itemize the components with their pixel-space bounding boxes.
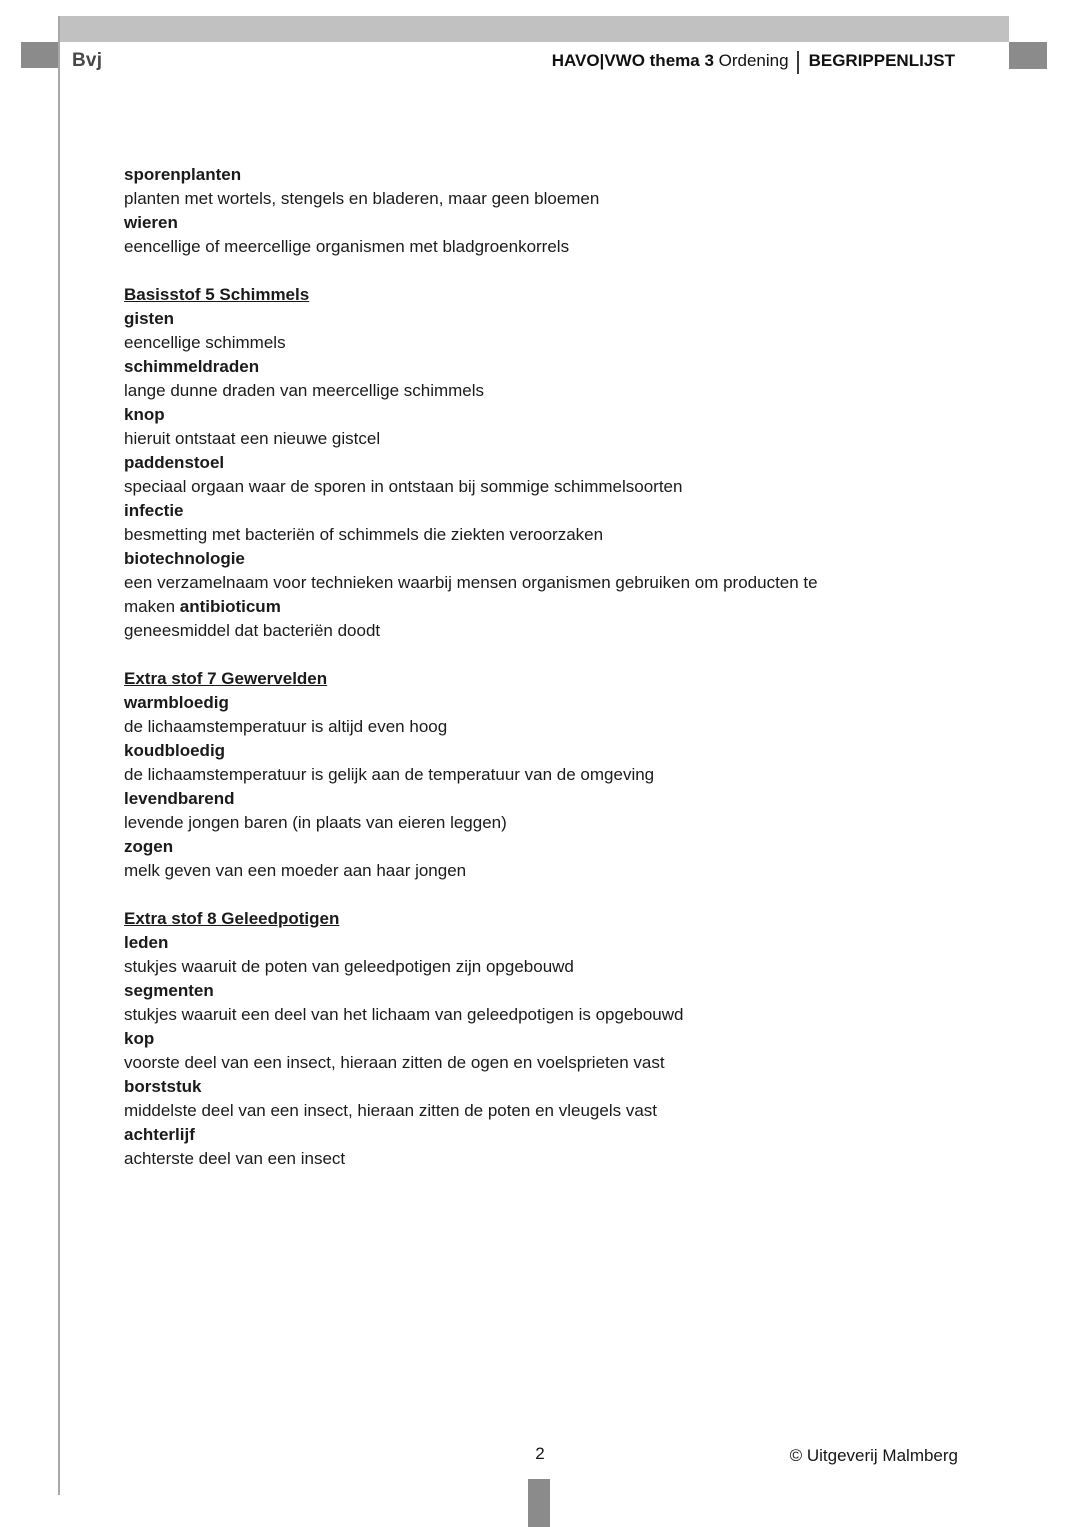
header-chapter-label: Ordening (713, 50, 789, 70)
page-number: 2 (535, 1444, 545, 1463)
glossary-term (124, 1027, 904, 1051)
header-doc-type-label: BEGRIPPENLIJST (808, 50, 955, 70)
definition-text: speciaal orgaan waar de sporen in ontstaan bij sommige schimmelsoorten (124, 477, 683, 496)
copyright-notice: © Uitgeverij Malmberg (789, 1446, 958, 1465)
left-accent-square (21, 42, 58, 68)
term-text: levendbarend (124, 789, 235, 808)
glossary-definition (124, 571, 904, 595)
term-text: biotechnologie (124, 549, 245, 568)
term-text: achterlijf (124, 1125, 195, 1144)
glossary-section (124, 907, 904, 1171)
header-course-label: HAVO|VWO thema 3 (551, 50, 714, 70)
term-text: borststuk (124, 1077, 202, 1096)
definition-text: achterste deel van een insect (124, 1149, 346, 1168)
glossary-term (124, 403, 904, 427)
definition-text: voorste deel van een insect, hieraan zitten de ogen en voelsprieten vast (124, 1053, 665, 1072)
definition-text: besmetting met bacteriën of schimmels die ziekten veroorzaken (124, 525, 604, 544)
term-text: segmenten (124, 981, 214, 1000)
definition-text: geneesmiddel dat bacteriën doodt (124, 621, 381, 640)
term-text: antibioticum (179, 597, 281, 616)
term-text: wieren (124, 213, 178, 232)
glossary-term (124, 499, 904, 523)
term-text: warmbloedig (124, 693, 229, 712)
brand-logo: Bvj (72, 49, 103, 71)
glossary-term (124, 1075, 904, 1099)
glossary-definition (124, 331, 904, 355)
glossary-definition (124, 427, 904, 451)
definition-text: stukjes waaruit een deel van het lichaam van geleedpotigen is opgebouwd (124, 1005, 684, 1024)
glossary-term (124, 835, 904, 859)
header-bar (58, 16, 1009, 42)
definition-text: eencellige of meercellige organismen met bladgroenkorrels (124, 237, 570, 256)
header-divider (797, 51, 799, 74)
definition-text: maken (124, 597, 180, 616)
glossary-mixed-line (124, 595, 904, 619)
glossary-definition (124, 811, 904, 835)
definition-text: middelste deel van een insect, hieraan zitten de poten en vleugels vast (124, 1101, 658, 1120)
term-text: schimmeldraden (124, 357, 260, 376)
glossary-term (124, 211, 904, 235)
glossary-section (124, 667, 904, 883)
section-heading: Basisstof 5 Schimmels (124, 285, 310, 304)
glossary-term (124, 163, 904, 187)
term-text: koudbloedig (124, 741, 226, 760)
glossary-term (124, 451, 904, 475)
glossary-definition (124, 187, 904, 211)
term-text: gisten (124, 309, 175, 328)
definition-text: een verzamelnaam voor technieken waarbij mensen organismen gebruiken om producten te (124, 573, 818, 592)
term-text: zogen (124, 837, 174, 856)
definition-text: hieruit ontstaat een nieuwe gistcel (124, 429, 381, 448)
page-header (72, 49, 955, 72)
glossary-definition (124, 1003, 904, 1027)
definition-text: planten met wortels, stengels en bladeren, maar geen bloemen (124, 189, 600, 208)
glossary-term (124, 307, 904, 331)
definition-text: lange dunne draden van meercellige schimmels (124, 381, 485, 400)
glossary-definition (124, 859, 904, 883)
term-text: kop (124, 1029, 155, 1048)
definition-text: melk geven van een moeder aan haar jongen (124, 861, 467, 880)
definition-text: de lichaamstemperatuur is altijd even hoog (124, 717, 448, 736)
glossary-definition (124, 475, 904, 499)
glossary-term (124, 739, 904, 763)
glossary-term (124, 355, 904, 379)
glossary-body (124, 163, 904, 1195)
glossary-section (124, 283, 904, 643)
header-title (552, 49, 955, 72)
glossary-term (124, 979, 904, 1003)
glossary-definition (124, 715, 904, 739)
glossary-term (124, 547, 904, 571)
glossary-term (124, 787, 904, 811)
left-margin-line (58, 16, 60, 1495)
glossary-definition (124, 1051, 904, 1075)
glossary-definition (124, 1147, 904, 1171)
section-heading: Extra stof 7 Gewervelden (124, 669, 328, 688)
definition-text: stukjes waaruit de poten van geleedpotigen zijn opgebouwd (124, 957, 574, 976)
glossary-definition (124, 955, 904, 979)
glossary-definition (124, 379, 904, 403)
glossary-definition (124, 235, 904, 259)
term-text: infectie (124, 501, 184, 520)
footer-marker (528, 1479, 550, 1527)
definition-text: eencellige schimmels (124, 333, 286, 352)
term-text: leden (124, 933, 169, 952)
glossary-definition (124, 1099, 904, 1123)
term-text: paddenstoel (124, 453, 225, 472)
glossary-term (124, 931, 904, 955)
definition-text: de lichaamstemperatuur is gelijk aan de temperatuur van de omgeving (124, 765, 655, 784)
glossary-definition (124, 523, 904, 547)
glossary-term (124, 1123, 904, 1147)
glossary-definition (124, 619, 904, 643)
glossary-definition (124, 763, 904, 787)
section-heading: Extra stof 8 Geleedpotigen (124, 909, 340, 928)
glossary-section (124, 163, 904, 259)
definition-text: levende jongen baren (in plaats van eieren leggen) (124, 813, 507, 832)
right-accent-square (1009, 42, 1047, 69)
term-text: sporenplanten (124, 165, 242, 184)
term-text: knop (124, 405, 165, 424)
glossary-term (124, 691, 904, 715)
